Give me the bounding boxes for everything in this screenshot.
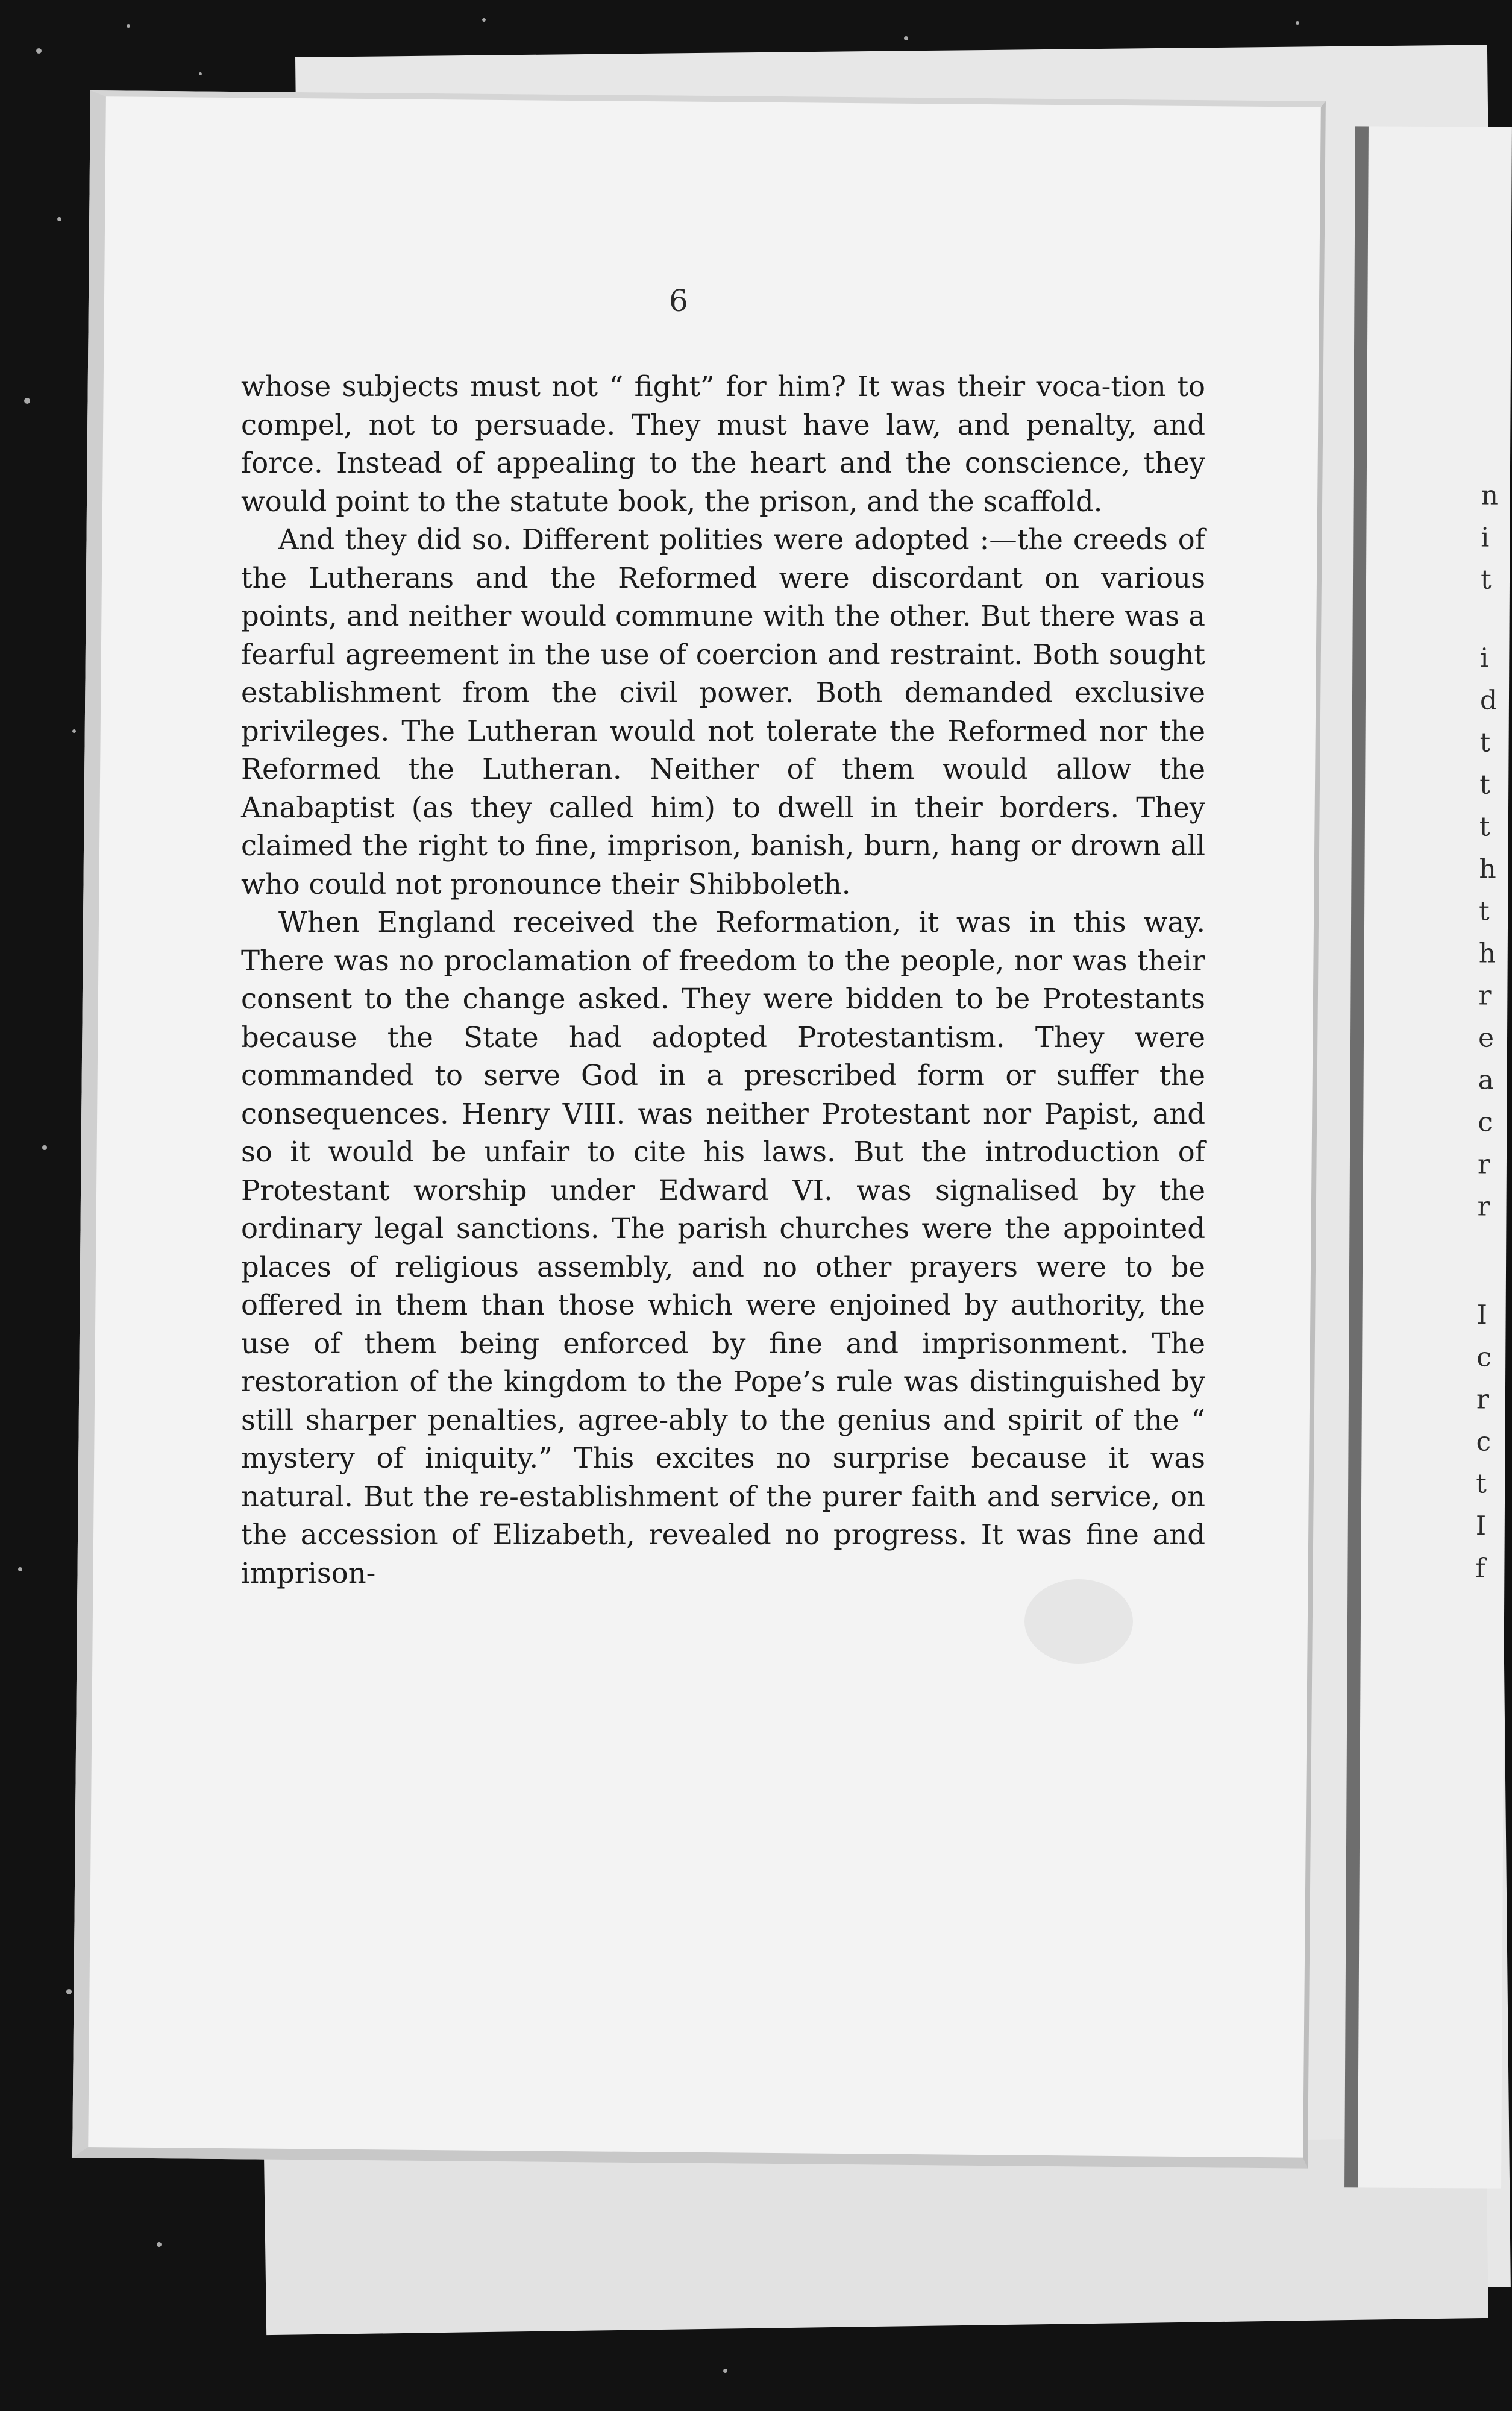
facing-page-letter: d [1479,685,1498,716]
facing-page-letter: I [1476,1300,1488,1331]
facing-page-letter: c [1476,1342,1492,1373]
facing-page-letter: e [1478,1022,1495,1054]
facing-page-letter: r [1477,1149,1491,1180]
facing-page-letter: c [1476,1426,1492,1457]
facing-page-letter: h [1479,853,1496,885]
facing-page-letter: a [1478,1064,1495,1096]
paragraph-3: When England received the Reformation, it was in this way. There was no proclamation of freedom to the people, nor was their consent to the change asked. They were bidden to be Protestants because the State had adopted Protestantism. They were commanded to serve God in a prescribed form or suffer the consequences. Henry VIII. was neither Protestant nor Papist, and so it would be unfair to cite his laws. But the introduction of Protestant worship under Edward VI. was signalised by the ordinary legal sanctions. The parish churches were the appointed places of religious assembly, and no other prayers were to be offered in them than those which were enjoined by authority, the use of them being enforced by fine and imprisonment. The restoration of the kingdom to the Pope’s rule was distinguished by still sharper penalties, agree-ably to the genius and spirit of the “ mystery of iniquity.” This excites no surprise because it was natural. But the re-establishment of the purer faith and service, on the accession of Elizabeth, revealed no progress. It was fine and imprison- [241,906,1205,1589]
facing-page-letter: i [1481,522,1490,553]
body-text [241,368,1205,1592]
facing-page-letter: c [1478,1107,1493,1138]
facing-page-letter: h [1478,938,1496,969]
facing-page-letter: n [1481,480,1499,511]
paragraph-1: whose subjects must not “ fight” for him? It was their voca-tion to compel, not to persuade. They must have law, and penalty, and force. Instead of appealing to the heart and the conscience, they would point to the statute book, the prison, and the scaffold. [241,370,1205,518]
facing-page-letter: t [1480,564,1492,596]
facing-page-letter: I [1475,1510,1487,1542]
facing-page-letter: t [1479,727,1491,758]
facing-page [1344,126,1512,2188]
facing-page-letter: r [1477,1191,1490,1222]
facing-page-letter: t [1479,769,1491,800]
facing-page-letter: t [1479,811,1490,843]
facing-page-letter: t [1479,896,1490,927]
paragraph-2: And they did so. Different polities were adopted :—the creeds of the Lutherans and the Reformed were discordant on various points, and neither would commune with the other. But there was a fearful agreement in the use of coercion and restraint. Both sought establishment from the civil power. Both demanded exclusive privileges. The Lutheran would not tolerate the Reformed nor the Reformed the Lutheran. Neither of them would allow the Anabaptist (as they called him) to dwell in their borders. They claimed the right to fine, imprison, banish, burn, hang or drown all who could not pronounce their Shibboleth. [241,523,1205,901]
facing-page-letter: r [1476,1384,1490,1415]
facing-page-letter: t [1476,1468,1487,1500]
facing-page-letter: f [1475,1553,1485,1584]
page-number: 6 [669,283,688,318]
facing-page-letter: r [1478,980,1492,1011]
facing-page-letter: i [1480,643,1489,674]
